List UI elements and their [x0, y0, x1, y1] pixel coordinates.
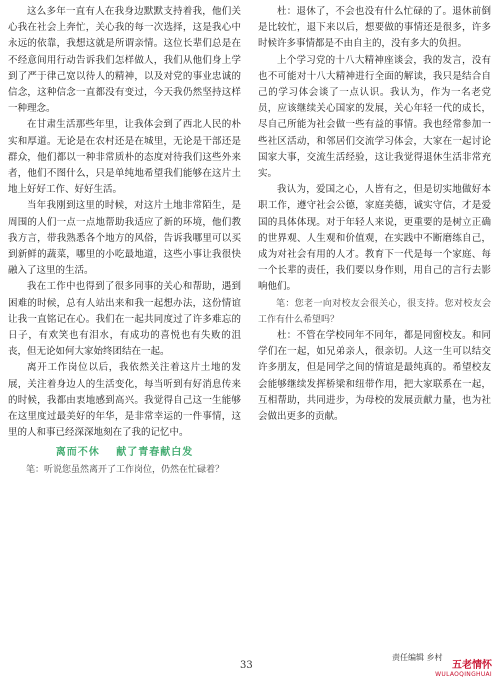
brand-title: 五老情怀 [452, 660, 492, 671]
left-column [8, 4, 241, 478]
interview-question: 笔：您老一向对校友会很关心，很支持。您对校友会工作有什么希望吗？ [258, 298, 491, 325]
section-heading-part: 离而不休 [55, 447, 100, 459]
body-paragraph: 这么多年一直有人在我身边默默支持着我，他们关心我在社会上奔忙，关心我的每一次选择，这是我心中永远的依靠，我想这就是所谓亲情。这位长辈们总是在不经意间用行动告诉我们怎样做人，我们从他们身上学到了严于律己宽以待人的精神，以及对党的事业忠诚的信念，这种信念一直都没有变过，今天我仍然坚持这样一种理念。 [8, 6, 241, 115]
body-paragraph: 在甘肃生活那些年里，让我体会到了西北人民的朴实和厚道。无论是在农村还是在城里，无论是干部还是群众，他们都以一种非常质朴的态度对待我们这些外来者，他们不图什么，只是单纯地希望我们能够在这片土地上好好工作、好好生活。 [8, 119, 241, 196]
interview-question: 笔：听说您虽然离开了工作岗位，仍然在忙碌着？ [26, 464, 225, 475]
right-column [258, 4, 491, 425]
editor-credit: 责任编辑 乡村 [392, 653, 443, 662]
body-paragraph: 上个学习党的十八大精神座谈会，我的发言，没有也不可能对十八大精神进行全面的解读，我只是结合自己的学习体会谈了一点认识。我认为，作为一名老党员，应该继续关心国家的发展，关心年轻一代的成长，尽自己所能为社会做一些有益的事情。我也经常参加一些社区活动，和邻居们交流学习体会，大家在一起讨论国家大事，交流生活经验，这让我觉得退休生活非常充实。 [258, 54, 491, 180]
page-number: 33 [240, 660, 253, 671]
magazine-brand [434, 660, 492, 679]
body-paragraph: 我在工作中也得到了很多同事的关心和帮助，遇到困难的时候，总有人站出来和我一起想办法，这份情谊让我一直铭记在心。我们在一起共同度过了许多难忘的日子，有欢笑也有泪水，有成功的喜悦也有失败的沮丧，但无论如何大家始终团结在一起。 [8, 281, 241, 358]
body-paragraph: 当年我刚到这里的时候，对这片土地非常陌生，是周围的人们一点一点地帮助我适应了新的环境，他们教我方言，带我熟悉各个地方的风俗，告诉我哪里可以买到新鲜的蔬菜，哪里的小吃最地道，这些小事让我很快融入了这里的生活。 [8, 200, 241, 277]
body-paragraph: 我认为，爱国之心，人皆有之，但是切实地做好本职工作，遵守社会公德，家庭美德，诚实守信，才是爱国的具体体现。对于年轻人来说，更重要的是树立正确的世界观、人生观和价值观，在实践中不断磨练自己，成为对社会有用的人才。教育下一代是每一个家庭、每一个长辈的责任，我们要以身作则，用自己的言行去影响他们。 [258, 184, 491, 293]
body-paragraph: 杜：退休了，不会也没有什么忙碌的了。退休前倒是比较忙，退下来以后，想要做的事情还是很多，许多时候许多事情都是不由自主的，没有多大的负担。 [258, 6, 491, 50]
section-heading [8, 445, 241, 461]
interview-answer: 杜：不管在学校同年不同年，都是同窗校友。和同学们在一起，如兄弟亲人，很亲切。人这一生可以结交许多朋友，但是同学之间的情谊是最纯真的。希望校友会能够继续发挥桥梁和纽带作用，把大家联系在一起，互相帮助，共同进步，为母校的发展贡献力量，也为社会做出更多的贡献。 [258, 330, 491, 423]
section-heading-part: 献了青春献白发 [116, 447, 194, 459]
body-paragraph: 离开工作岗位以后，我依然关注着这片土地的发展，关注着身边人的生活变化，每当听到有好消息传来的时候，我都由衷地感到高兴。我觉得自己这一生能够在这里度过最美好的年华，是非常幸运的一件事情，这里的人和事已经深深地刻在了我的记忆中。 [8, 362, 241, 439]
brand-pinyin: WULAOQINGHUAI [435, 671, 492, 678]
